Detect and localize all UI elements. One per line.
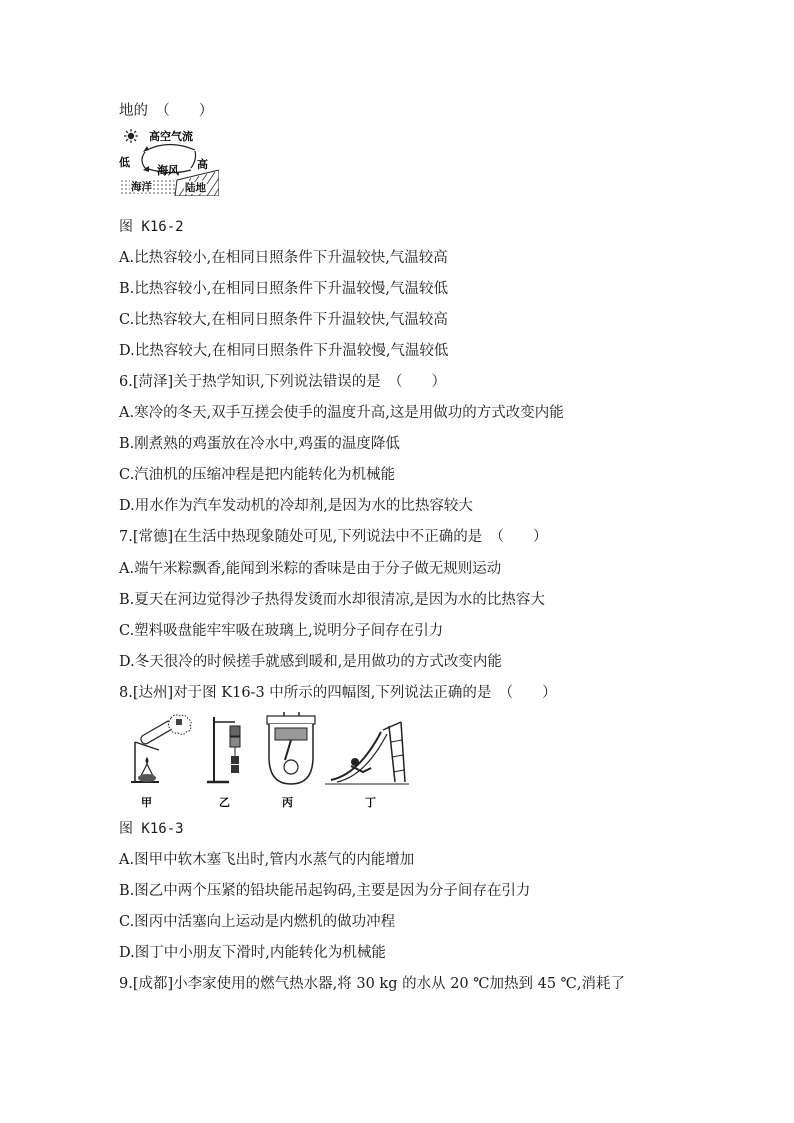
figure-caption-k16-2: 图 K16-2 [119, 219, 184, 235]
q6-option-b: B.刚煮熟的鸡蛋放在冷水中,鸡蛋的温度降低 [119, 436, 400, 452]
q9-stem: 9.[成都]小李家使用的燃气热水器,将 30 kg 的水从 20 ℃加热到 45 ℃,消耗了 [119, 976, 625, 992]
q8-option-d: D.图丁中小朋友下滑时,内能转化为机械能 [119, 945, 386, 961]
panel-label-yi: 乙 [219, 796, 230, 809]
label-ocean: 海洋 [131, 181, 152, 193]
panel-label-jia: 甲 [141, 796, 152, 809]
q6-stem: 6.[菏泽]关于热学知识,下列说法错误的是 （ ） [119, 374, 447, 390]
label-high: 高 [197, 158, 208, 171]
q5-option-d: D.比热容较大,在相同日照条件下升温较慢,气温较低 [119, 343, 449, 359]
label-low: 低 [119, 156, 130, 169]
q6-option-d: D.用水作为汽车发动机的冷却剂,是因为水的比热容较大 [119, 498, 473, 514]
panel-jia-test-tube [131, 715, 191, 782]
q5-option-c: C.比热容较大,在相同日照条件下升温较快,气温较高 [119, 312, 448, 328]
label-high-air: 高空气流 [149, 130, 193, 143]
label-sea-breeze: 海风 [157, 164, 179, 177]
q8-stem: 8.[达州]对于图 K16-3 中所示的四幅图,下列说法正确的是 （ ） [119, 685, 557, 701]
panel-yi-lead-blocks [207, 717, 240, 782]
four-panel-figure [119, 712, 409, 810]
q7-option-c: C.塑料吸盘能牢牢吸在玻璃上,说明分子间存在引力 [119, 623, 444, 639]
q8-option-a: A.图甲中软木塞飞出时,管内水蒸气的内能增加 [119, 852, 415, 868]
q7-option-b: B.夏天在河边觉得沙子热得发烫而水却很清凉,是因为水的比热容大 [119, 592, 545, 608]
sea-breeze-diagram [119, 124, 219, 196]
q6-option-a: A.寒冷的冬天,双手互搓会使手的温度升高,这是用做功的方式改变内能 [119, 405, 564, 421]
figure-caption-k16-3: 图 K16-3 [119, 821, 184, 837]
q8-option-b: B.图乙中两个压紧的铅块能吊起钩码,主要是因为分子间存在引力 [119, 883, 531, 899]
q7-stem: 7.[常德]在生活中热现象随处可见,下列说法中不正确的是 （ ） [119, 529, 548, 545]
q5-stem-tail: 地的 （ ） [119, 103, 214, 119]
q5-option-b: B.比热容较小,在相同日照条件下升温较慢,气温较低 [119, 281, 448, 297]
sun-icon [124, 129, 138, 143]
panel-label-ding: 丁 [365, 796, 376, 809]
q6-option-c: C.汽油机的压缩冲程是把内能转化为机械能 [119, 467, 396, 483]
label-land: 陆地 [185, 182, 206, 194]
panel-ding-slide [325, 722, 409, 784]
q7-option-d: D.冬天很冷的时候搓手就感到暖和,是用做功的方式改变内能 [119, 654, 502, 670]
q7-option-a: A.端午米粽飘香,能闻到米粽的香味是由于分子做无规则运动 [119, 561, 502, 577]
q5-option-a: A.比热容较小,在相同日照条件下升温较快,气温较高 [119, 250, 448, 266]
q8-option-c: C.图丙中活塞向上运动是内燃机的做功冲程 [119, 914, 396, 930]
panel-label-bing: 丙 [282, 796, 293, 809]
panel-bing-engine [267, 712, 315, 784]
